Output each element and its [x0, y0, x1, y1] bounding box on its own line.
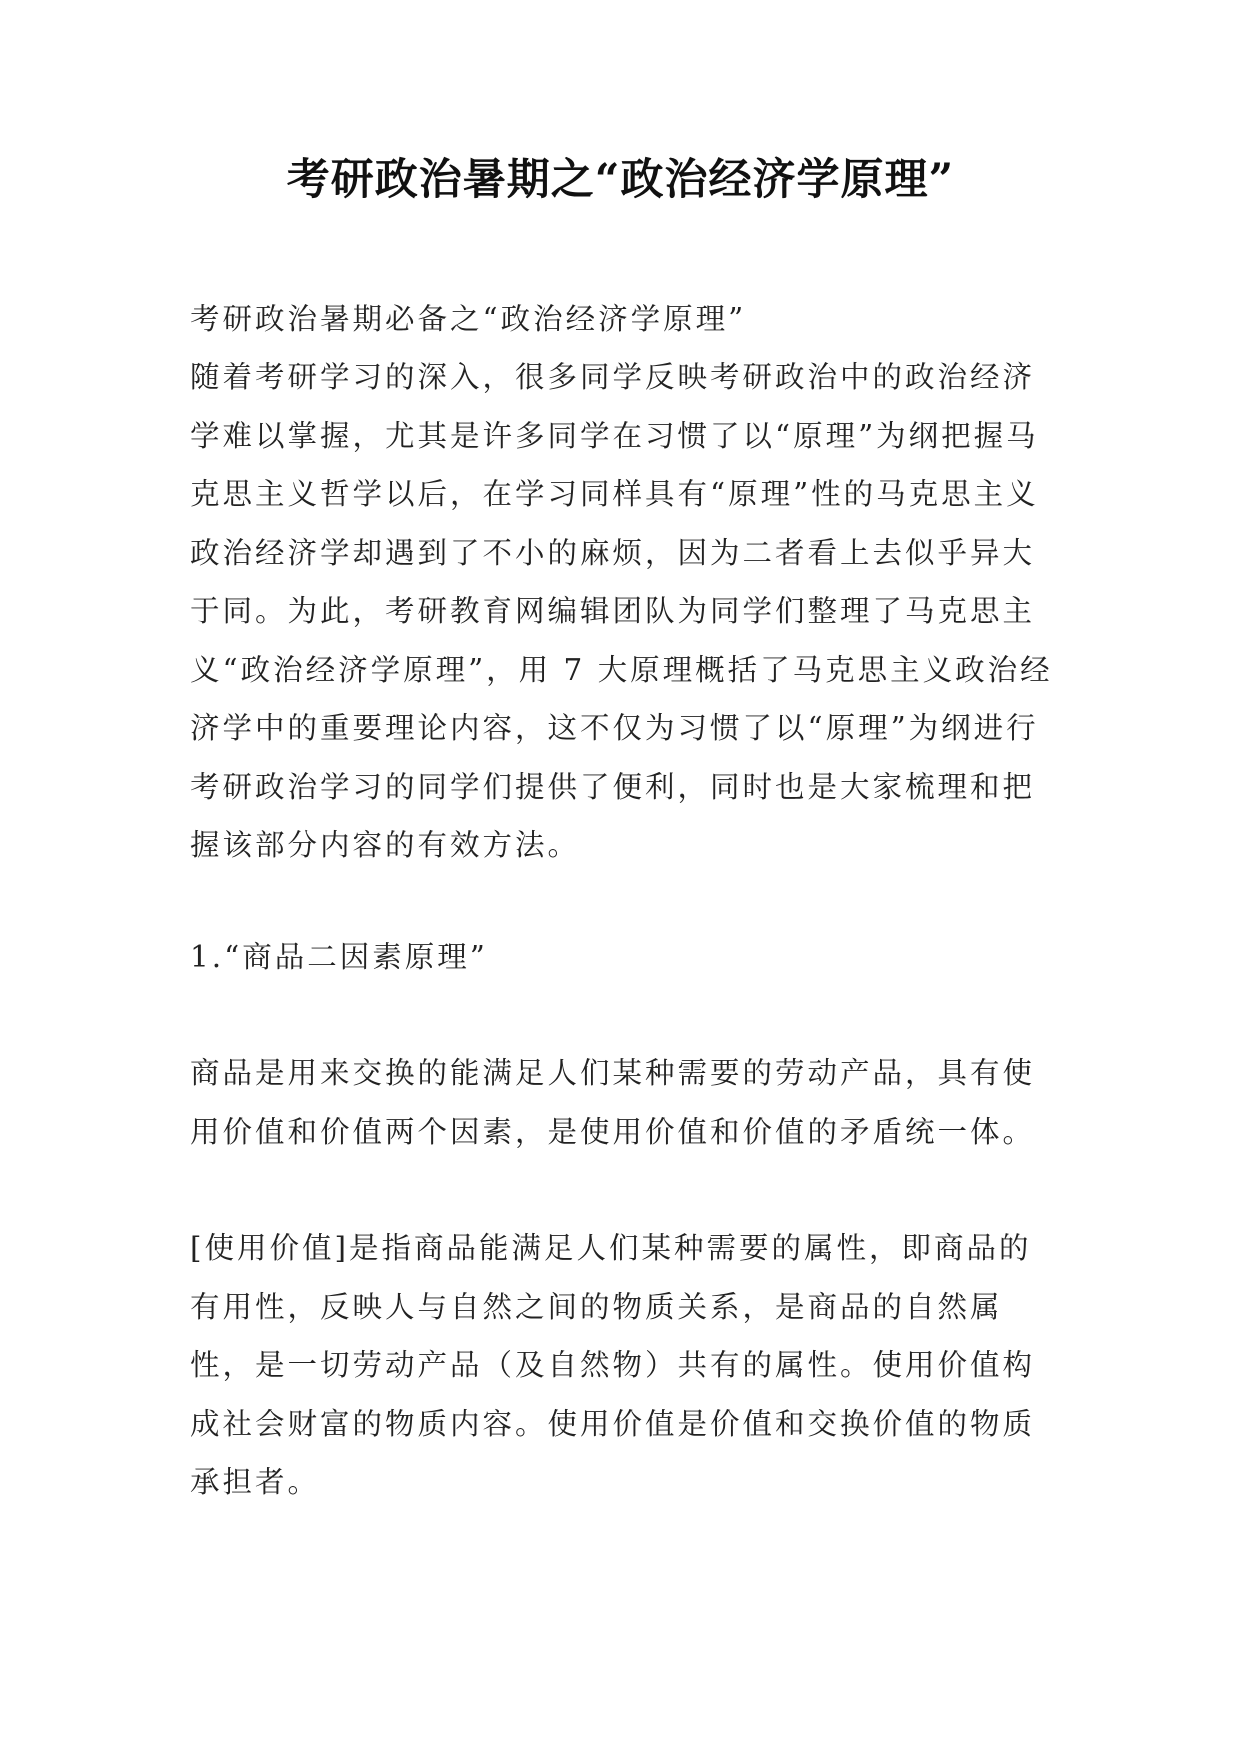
section-heading: 1.“商品二因素原理” [190, 940, 488, 974]
commodity-definition-paragraph: 商品是用来交换的能满足人们某种需要的劳动产品，具有使用价值和价值两个因素，是使用价值和价值的矛盾统一体。 [190, 1056, 1036, 1149]
use-value-paragraph: [使用价值]是指商品能满足人们某种需要的属性，即商品的有用性，反映人与自然之间的物质关系，是商品的自然属性，是一切劳动产品（及自然物）共有的属性。使用价值构成社会财富的物质内容。使用价值是价值和交换价值的物质承担者。 [190, 1231, 1036, 1499]
intro-heading: 考研政治暑期必备之“政治经济学原理” [190, 302, 747, 336]
document-title: 考研政治暑期之“政治经济学原理” [286, 155, 955, 205]
intro-paragraph: 随着考研学习的深入，很多同学反映考研政治中的政治经济学难以掌握，尤其是许多同学在习惯了以“原理”为纲把握马克思主义哲学以后，在学习同样具有“原理”性的马克思主义政治经济学却遇到了不小的麻烦，因为二者看上去似乎异大于同。为此，考研教育网编辑团队为同学们整理了马克思主义“政治经济学原理”，用 7 大原理概括了马克思主义政治经济学中的重要理论内容，这不仅为习惯了以“原理”为纲进行考研政治学习的同学们提供了便利，同时也是大家梳理和把握该部分内容的有效方法。 [190, 360, 1053, 862]
